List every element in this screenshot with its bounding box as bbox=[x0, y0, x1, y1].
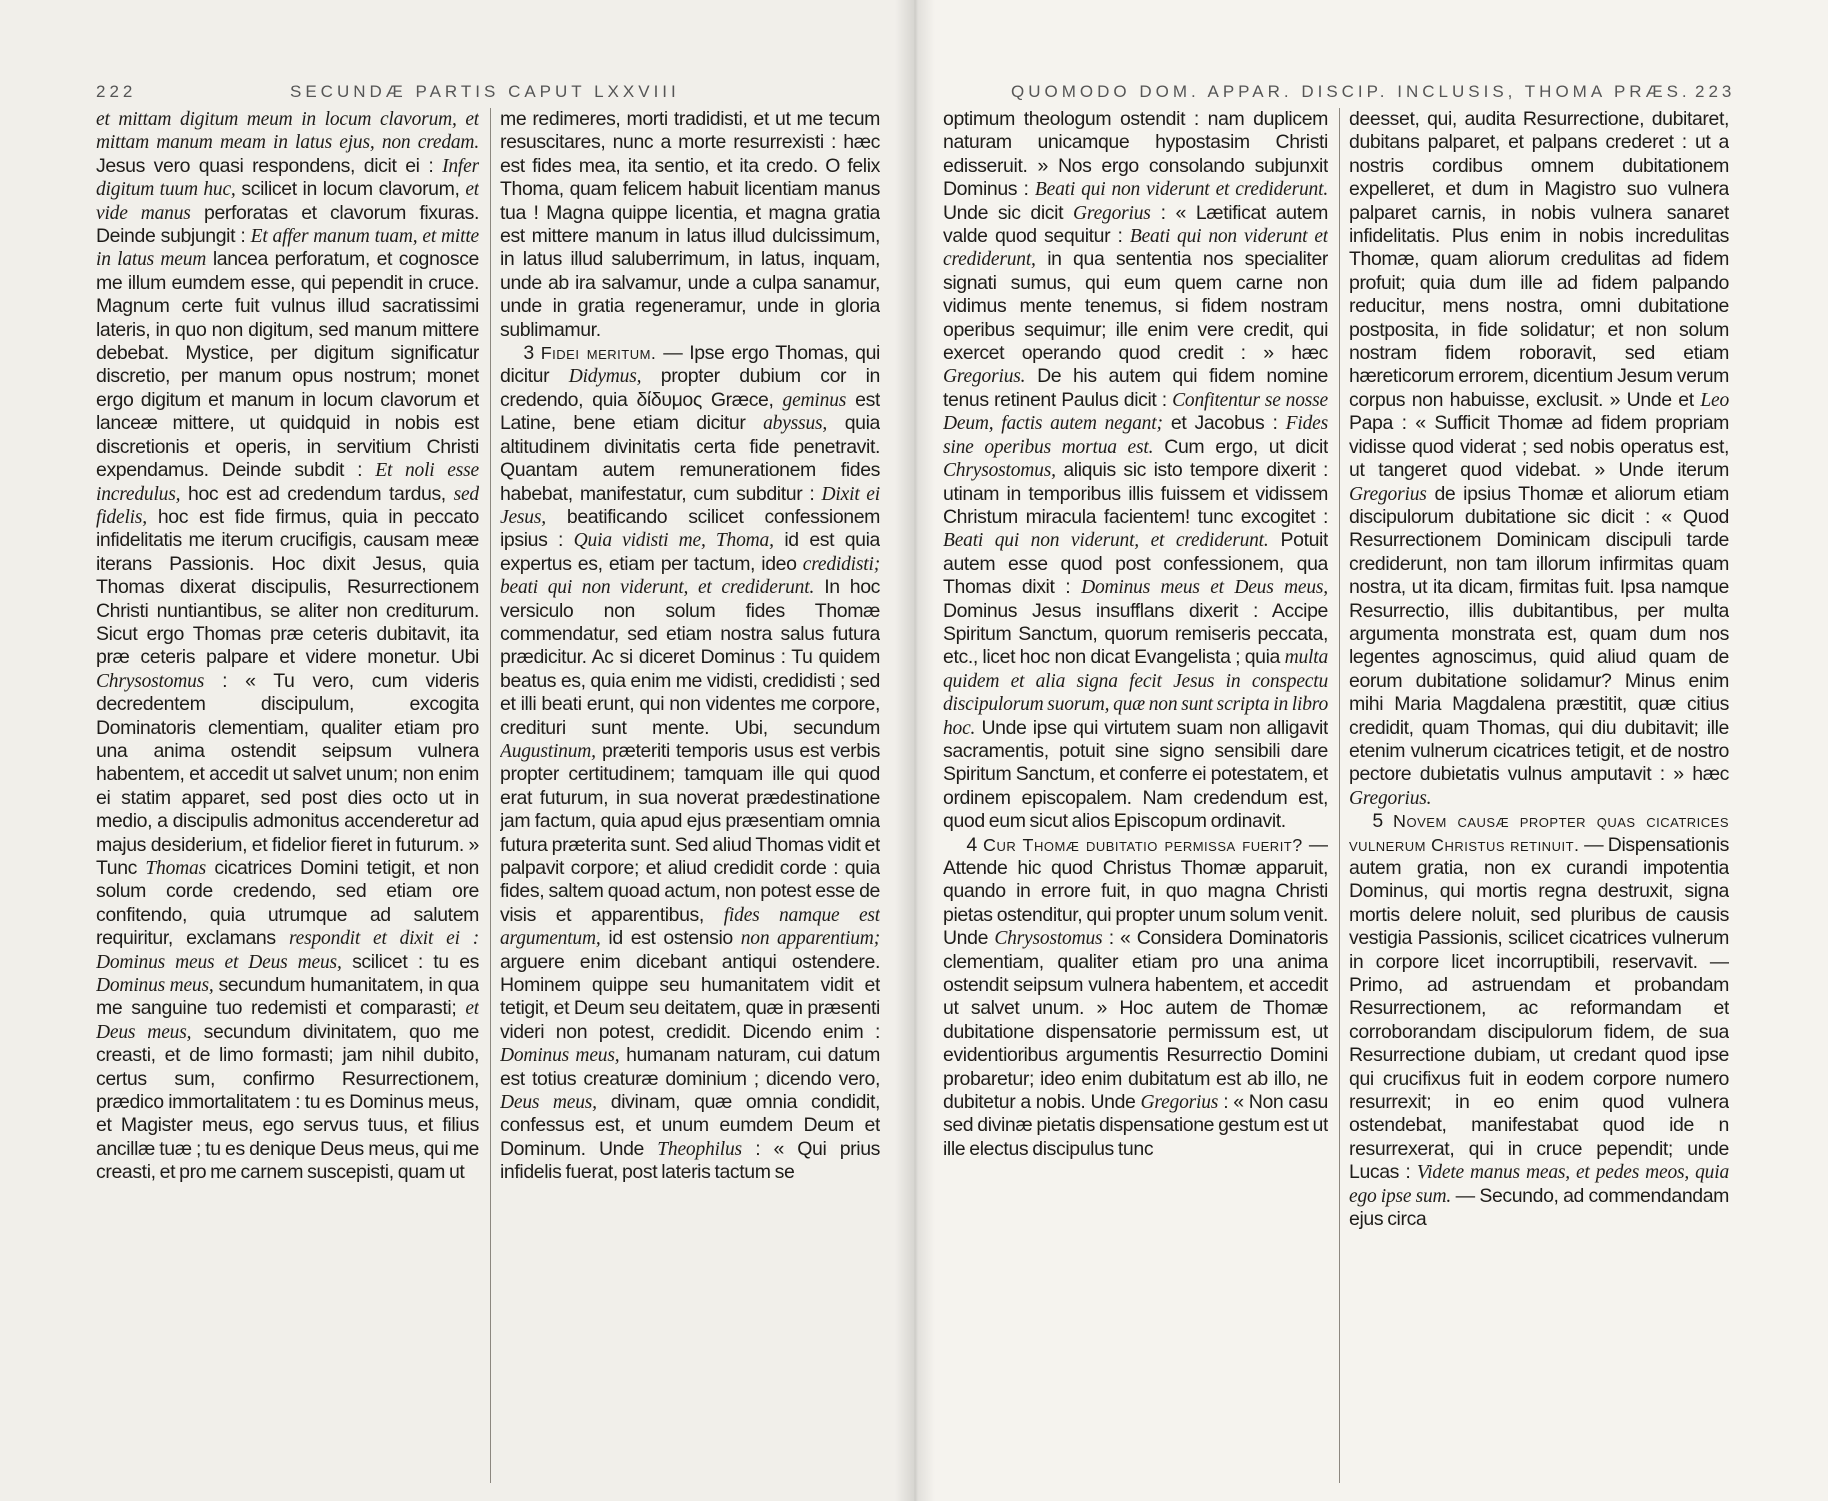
text-run: Unde ipse qui virtutem suam non alligavit sacramentis, potuit sine signo sensibili dare Spiritum Sanctum, et conferre ei potestatem, et ordinem episcopalem. Nam credendum est, quod eum sicut alios Episcopum ordinavit. bbox=[943, 716, 1328, 833]
text-run: : « Tu vero, cum videris decredentem discipulum, excogita Dominatoris clementiam, qualiter etiam pro una anima ostendit seipsum vulnera habentem, et accedit ut salvet unum; non enim ei statim apparet, sed post dies octo ut in medio, a discipulis admonitus accenderetur ad majus desiderium, et fidelior fieret in futurum. » Tunc bbox=[96, 669, 479, 879]
italic-run: Theophilus bbox=[657, 1138, 742, 1160]
italic-run: Confitentur se nosse Deum, factis autem negant; bbox=[943, 389, 1328, 435]
italic-run: et mittam digitum meum in locum clavorum, et mittam manum meam in latus ejus, non credam. bbox=[96, 109, 479, 154]
text-run: id est ostensio bbox=[600, 927, 741, 950]
section-heading: Cur Thomæ dubitatio permissa fuerit? bbox=[983, 834, 1303, 855]
italic-run: Augustinum, bbox=[500, 740, 596, 762]
italic-run: Dominus meus, bbox=[500, 1045, 620, 1067]
section-heading: Fidei meritum. bbox=[540, 343, 657, 364]
paragraph-cur-thomae bbox=[943, 834, 1328, 1162]
text-run: humanam naturam, cui datum est totius creaturæ dominium ; dicendo vero, bbox=[500, 1044, 880, 1090]
text-run: — Secundo, ad commendandam ejus circa bbox=[1349, 1184, 1729, 1231]
text-run: de ipsius Thomæ et aliorum etiam discipulorum dubitatione sic dicit : « Quod Resurrectionem Dominicam discipuli tarde crediderunt, non tam illorum infirmitas quam nostra, ut ita dicam, firmitas fuit. Ipsa namque Resurrectio, illis dubitantibus, per multa argumenta monstrata est, quam dum nos legentes agnoscimus, quid aliud quam de eorum dubitatione solidamur? Minus enim mihi Maria Magdalena præstitit, quæ citius credidit, quam Thomas, qui diu dubitavit; ille etenim vulnerum cicatrices tetigit, et de nostro pectore dubietatis vulnus amputavit : » hæc bbox=[1349, 482, 1729, 786]
italic-run: Chrysostomus bbox=[96, 670, 205, 692]
column-rule bbox=[490, 108, 491, 1483]
text-run: lancea perforatum, et cognosce me illum eumdem esse, qui pependit in cruce. Magnum certe fuit vulnus illud sacratissimi lateris, in quo non digitum, sed manum mittere debebat. Mystice, per digitum significatur discretio, per manum opus nostrum; monet ergo digitum et manum in locum clavorum et lanceæ mittere, ut quidquid in nobis est discretionis et operis, in servitium Christi expendamus. Deinde subdit : bbox=[96, 248, 479, 482]
text-run: id est quia expertus es, etiam per tactum, ideo bbox=[500, 529, 880, 575]
text-run: hoc est ad credendum tardus, bbox=[180, 482, 454, 505]
italic-run: Et affer manum tuam, et mitte in latus meum bbox=[96, 226, 479, 271]
column-rule bbox=[1339, 108, 1340, 1483]
text-run: 3 bbox=[523, 342, 541, 365]
left-column-2 bbox=[500, 108, 880, 1483]
right-page-number: 223 bbox=[1695, 82, 1736, 101]
text-run: : « Considera Dominatoris clementiam, qualiter etiam pro una anima ostendit seipsum vulnera habentem, et accedit ut salvet unum. » Hoc autem de Thomæ dubitatione dispensatorie permissum est, ut evidentioribus argumentis Resurrectio Domini probaretur; ideo enim dubitatum est ab illo, ne dubitetur a nobis. Unde bbox=[943, 927, 1328, 1114]
text-run: scilicet in locum clavorum, bbox=[235, 178, 466, 201]
italic-run: Dominus meus, bbox=[96, 975, 214, 997]
text-run: præteriti temporis usus est verbis propter certitudinem; tamquam ille qui quod erat futurum, in sua noverat prædestinatione jam factum, quia apud ejus præsentiam omnia futura præterita sunt. Sed aliud Thomas vidit et palpavit corpore; et aliud credidit corde : quia fides, saltem quoad actum, non potest esse de visis et apparentibus, bbox=[500, 739, 880, 926]
text-run: Jesus vero quasi respondens, dicit ei : bbox=[96, 154, 443, 177]
text-run: : « Lætificat autem valde quod sequitur : bbox=[943, 201, 1328, 248]
italic-run: sed fidelis, bbox=[96, 483, 479, 528]
text-run: aliquis sic isto tempore dixerit : utinam in temporibus illis fuissem et vidissem Christum miracula facientem! tunc excogitet : bbox=[943, 459, 1328, 528]
paragraph-novem-causae bbox=[1349, 810, 1729, 1231]
paragraph bbox=[943, 108, 1328, 834]
text-run: hoc est fide firmus, quia in peccato infidelitatis me iterum crucifigis, causam meæ iterans Passionis. Hoc dixit Jesus, quia Thomas dixerat discipulis, Resurrectionem Christi nuntiantibus, se aliter non crediturum. Sicut ergo Thomas præ ceteris dubitavit, ita præ ceteris palpare et videre monetur. Ubi bbox=[96, 505, 479, 669]
italic-run: Gregorius bbox=[1140, 1092, 1219, 1114]
text-run: — Dispensationis autem gratia, non ex curandi impotentia Dominus, qui mortis regna destruxit, signa mortis delere noluit, sed pluribus de causis vestigia Passionis, scilicet cicatrices vulnerum in corpore licet incorruptibili, reservavit. — Primo, ad astruendam et probandam Resurrectionem, ac reformandam et corroborandam discipulorum fidem, de sua Resurrectione dubiam, ut credant quod ipse qui crucifixus fuit in eodem corpore numero resurrexit; in eo enim quod vulnera ostendebat, manifestabat quod ide n resurrexerat, qui in cruce pependit; unde Lucas : bbox=[1349, 833, 1729, 1184]
italic-run: Gregorius bbox=[1349, 483, 1427, 505]
text-run: quia altitudinem divinitatis certa fide penetravit. Quantam autem remunerationem fides habebat, manifestatur, cum subditur : bbox=[500, 412, 880, 505]
italic-run: Gregorius. bbox=[1349, 787, 1432, 809]
paragraph-fidei-meritum bbox=[500, 342, 880, 1185]
text-run: scilicet : tu es bbox=[341, 950, 479, 973]
text-run: divinam, quæ omnia condidit, confessus est, et unum eumdem Deum et Dominum. Unde bbox=[500, 1091, 880, 1160]
book-gutter-shadow bbox=[895, 0, 935, 1501]
text-run: Dominus Jesus insufflans dixerit : Accipe Spiritum Sanctum, quorum remiseris peccata, etc., licet hoc non dicat Evangelista ; quia bbox=[943, 599, 1328, 669]
text-run: Cum ergo, ut dicit bbox=[1153, 435, 1328, 458]
italic-run: multa quidem et alia signa fecit Jesus in conspectu discipulorum suorum, quæ non sunt scripta in libro hoc. bbox=[943, 647, 1328, 739]
italic-run: Gregorius bbox=[1073, 202, 1151, 224]
italic-run: Dixit ei Jesus, bbox=[500, 483, 880, 528]
text-run: perforatas et clavorum fixuras. Deinde subjungit : bbox=[96, 201, 479, 248]
italic-run: Infer digitum tuum huc, bbox=[96, 155, 479, 201]
paragraph bbox=[1349, 108, 1729, 810]
text-run: beatificando scilicet confessionem ipsius : bbox=[500, 505, 880, 552]
italic-run: abyssus, bbox=[763, 413, 828, 435]
italic-run: Beati qui non viderunt, et crediderunt. bbox=[943, 530, 1269, 552]
text-run: deesset, qui, audita Resurrectione, dubitaret, dubitans palparet, et palpans crederet : ut a nostris cordibus omnem dubitationem expelleret, et dum in Magistro suo vulnera palparet carnis, in nobis vulnera sanaret infidelitatis. Plus enim in nobis incredulitas Thomæ, quam aliorum credulitas ad fidem profuit; quia dum ille ad fidem palpando reducitur, mens nostra, omni dubitatione postposita, in fide solidatur; et non solum nostram fidem roboravit, sed etiam hæreticorum errorem, dicentium Jesum verum corpus non habuisse, exclusit. » Unde et bbox=[1349, 108, 1729, 411]
italic-run: Deus meus, bbox=[500, 1092, 597, 1114]
text-run: secundum divinitatem, quo me creasti, et de limo formasti; jam nihil dubito, certus sum, confirmo Resurrectionem, prædico immortalitatem : tu es Dominus meus, et Magister meus, ego servus tuus, et filius ancillæ tuæ ; tu es denique Deus meus, qui me creasti, et pro me carnem suscepisti, quam ut bbox=[96, 1020, 479, 1184]
italic-run: Fides sine operibus mortua est. bbox=[943, 413, 1328, 458]
right-page bbox=[913, 0, 1828, 1501]
right-column-1 bbox=[943, 108, 1328, 1483]
text-run: cicatrices Domini tetigit, et non solum corde credendo, sed etiam ore confitendo, quia utrumque ad salutem requiritur, exclamans bbox=[96, 857, 479, 950]
italic-run: Didymus, bbox=[568, 366, 642, 388]
italic-run: respondit et dixit ei : Dominus meus et Deus meus, bbox=[96, 928, 479, 973]
italic-run: fides namque est argumentum, bbox=[500, 904, 880, 950]
italic-run: Chrysostomus bbox=[994, 928, 1103, 950]
left-page-number: 222 bbox=[96, 82, 137, 101]
italic-run: Et noli esse incredulus, bbox=[96, 460, 479, 505]
italic-run: Beati qui non viderunt et crediderunt. bbox=[1034, 179, 1328, 201]
text-run: arguere enim dicebant antiqui ostendere. Hominem quippe seu humanitatem vidit et tetigit, et Deum seu deitatem, quæ in præsenti videri non potest, credidit. Dicendo enim : bbox=[500, 950, 880, 1043]
text-run: In hoc versiculo non solum fides Thomæ commendatur, sed etiam nostra salus futura prædicitur. Ac si diceret Dominus : Tu quidem beatus es, quia enim me vidisti, credidisti ; sed et illi beati erunt, qui non videntes me corpore, credituri sunt mente. Ubi, secundum bbox=[500, 576, 880, 739]
text-run: Potuit autem esse quod post confessionem, qua Thomas dixit : bbox=[943, 529, 1328, 599]
paragraph bbox=[96, 108, 479, 1185]
italic-run: Videte manus meas, et pedes meos, quia ego ipse sum. bbox=[1349, 1162, 1729, 1207]
right-running-head: QUOMODO DOM. APPAR. DISCIP. INCLUSIS, THOMA PRÆS. bbox=[1011, 82, 1691, 101]
italic-run: credidisti; beati qui non viderunt, et crediderunt. bbox=[500, 553, 880, 599]
left-column-1 bbox=[96, 108, 479, 1483]
text-run: : « Qui prius infidelis fuerat, post lateris tactum se bbox=[500, 1137, 880, 1184]
italic-run: Thomas bbox=[145, 858, 206, 879]
text-run: me redimeres, morti tradidisti, et ut me tecum resuscitares, nunc a morte resurrexisti : hæc est fides mea, ita sentio, et ita credo. O felix Thoma, quam felicem habuit licentiam manus tua ! Magna quippe licentia, et magna gratia est mittere manum in latus illud dulcissimum, in latus illud saluberrimum, in latus, inquam, unde ab ira salvamur, unde a culpa sanamur, unde in gratia regeneramur, unde in gloria sublimamur. bbox=[500, 108, 880, 341]
left-running-head: SECUNDÆ PARTIS CAPUT LXXVIII bbox=[290, 82, 680, 101]
italic-run: et Deus meus, bbox=[96, 998, 479, 1043]
text-run: — Ipse ergo Thomas, qui dicitur bbox=[500, 342, 880, 388]
paragraph bbox=[500, 108, 880, 342]
italic-run: non apparentium; bbox=[740, 928, 880, 950]
italic-run: Dominus meus et Deus meus, bbox=[1081, 577, 1328, 599]
text-run: De his autem qui fidem nomine tenus retinent Paulus dicit : bbox=[943, 365, 1328, 411]
text-run: : « Non casu sed divinæ pietatis dispensatione gestum est ut ille electus discipulus tunc bbox=[943, 1091, 1328, 1160]
italic-run: et vide manus bbox=[96, 179, 479, 224]
italic-run: Gregorius. bbox=[943, 366, 1026, 388]
italic-run: Beati qui non viderunt et crediderunt, bbox=[943, 226, 1328, 271]
italic-run: Quia vidisti me, Thoma, bbox=[573, 530, 774, 552]
text-run: secundum humanitatem, in qua me sanguine tuo redemisti et comparasti; bbox=[96, 974, 479, 1020]
text-run: Papa : « Sufficit Thomæ ad fidem propriam vidisse quod viderat ; sed nobis operatus est, ut tangeret quod videbat. » Unde iterum bbox=[1349, 412, 1729, 482]
italic-run: Chrysostomus, bbox=[943, 460, 1056, 482]
text-run: in qua sententia nos specialiter signati sumus, qui eum quem carne non vidimus mente tenemus, si fidem nostram operibus sequimur; ille enim vere credit, qui exercet operando quod credit : » hæc bbox=[943, 248, 1328, 365]
italic-run: Leo bbox=[1700, 389, 1729, 411]
text-run: 4 bbox=[966, 833, 983, 856]
text-run: optimum theologum ostendit : nam duplicem naturam unicamque hypostasim Christi edisseruit. » Nos ergo consolando subjunxit Dominus : bbox=[943, 108, 1328, 201]
italic-run: geminus bbox=[782, 389, 847, 411]
left-page bbox=[0, 0, 913, 1501]
right-column-2 bbox=[1349, 108, 1729, 1483]
text-run: 5 bbox=[1372, 810, 1394, 833]
text-run: est Latine, bene etiam dicitur bbox=[500, 388, 880, 435]
text-run: Unde sic dicit bbox=[943, 201, 1074, 224]
text-run: et Jacobus : bbox=[1162, 412, 1286, 435]
text-run: propter dubium cor in credendo, quia δίδυμος Græce, bbox=[500, 365, 880, 411]
section-heading: Novem causæ propter quas cicatrices vulnerum Christus retinuit. bbox=[1349, 811, 1729, 855]
text-run: — Attende hic quod Christus Thomæ apparuit, quando in errore fuit, in quo magna Christi pietas ostenditur, qui propter unum solum venit. Unde bbox=[943, 833, 1328, 950]
